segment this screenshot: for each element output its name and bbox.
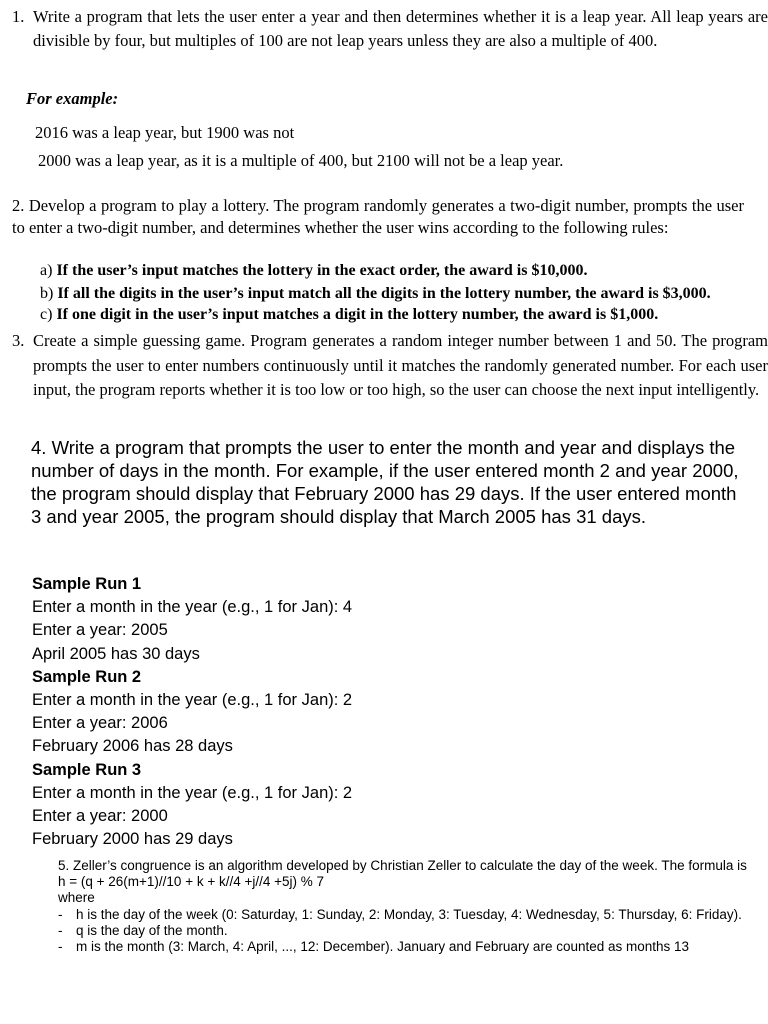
rule-label: b) [40,285,54,302]
bullet-dash: - [58,906,63,922]
problem-1 [12,5,768,53]
rule-label: c) [40,306,53,323]
lottery-rule-c [40,304,658,325]
sample-runs [32,573,352,851]
problem-1-text: Write a program that lets the user enter a year and then determines whether it is a leap year. All leap years are divisible by four, but multiples of 100 are not leap years unless they are also a multiple of 400. [33,7,768,50]
problem-3-number: 3. [12,331,25,350]
sample-run-line: Enter a month in the year (e.g., 1 for Jan): 2 [32,691,353,710]
sample-run-line: February 2000 has 29 days [32,830,233,849]
sample-run-line: April 2005 has 30 days [32,644,200,663]
sample-run-line: Enter a month in the year (e.g., 1 for Jan): 4 [32,598,353,617]
lottery-rule-b [40,283,711,304]
sample-run-title: Sample Run 3 [32,760,142,779]
sample-run-title: Sample Run 2 [32,667,142,686]
bullet-text: h is the day of the week (0: Saturday, 1: Sunday, 2: Monday, 3: Tuesday, 4: Wednesday, 5: Thursday, 6: Friday). [76,906,742,922]
problem-3-text: Create a simple guessing game. Program generates a random integer number between 1 and 50. The program prompts the user to enter numbers continuously until it matches the randomly generated number. For each user input, the program reports whether it is too low or too high, so the user can choose the next input intelligently. [33,331,768,399]
problem-2-text: 2. Develop a program to play a lottery. The program randomly generates a two-digit number, prompts the user to enter a two-digit number, and determines whether the user wins according to the following rules: [12,196,744,237]
problem-3 [12,329,768,403]
problem-5 [58,858,748,955]
problem-4-text: 4. Write a program that prompts the user to enter the month and year and displays the number of days in the month. For example, if the user entered month 2 and year 2000, the program should display that February 2000 has 29 days. If the user entered month 3 and year 2005, the program should display that March 2005 has 31 days. [31,437,739,527]
example-label: For example: [26,89,119,108]
bullet-item [58,907,748,923]
lottery-rule-a [40,260,587,281]
rule-text: If the user’s input matches the lottery in the exact order, the award is $10,000. [56,262,588,279]
zeller-formula: h = (q + 26(m+1)//10 + k + k//4 +j//4 +5j) % 7 [58,874,325,890]
rule-label: a) [40,262,53,279]
sample-run-line: February 2006 has 28 days [32,737,233,756]
bullet-text: q is the day of the month. [76,922,228,938]
sample-run-line: Enter a month in the year (e.g., 1 for Jan): 2 [32,783,353,802]
bullet-text: m is the month (3: March, 4: April, ..., 12: December). January and February are counted as months 13 [76,939,690,955]
bullet-item [58,939,748,955]
sample-run-line: Enter a year: 2006 [32,714,168,733]
example-line-2: 2000 was a leap year, as it is a multiple of 400, but 2100 will not be a leap year. [38,151,564,170]
problem-5-intro: 5. Zeller’s congruence is an algorithm developed by Christian Zeller to calculate the day of the week. The formula is [58,858,747,873]
bullet-dash: - [58,922,63,938]
bullet-item [58,923,748,939]
rule-text: If all the digits in the user’s input match all the digits in the lottery number, the award is $3,000. [57,285,711,302]
sample-run-line: Enter a year: 2005 [32,621,168,640]
problem-1-number: 1. [12,7,25,26]
where-label: where [58,890,95,906]
example-line-1: 2016 was a leap year, but 1900 was not [35,123,295,142]
bullet-dash: - [58,939,63,955]
sample-run-title: Sample Run 1 [32,575,142,593]
sample-run-line: Enter a year: 2000 [32,807,168,826]
rule-text: If one digit in the user’s input matches a digit in the lottery number, the award is $1,000. [56,306,659,323]
